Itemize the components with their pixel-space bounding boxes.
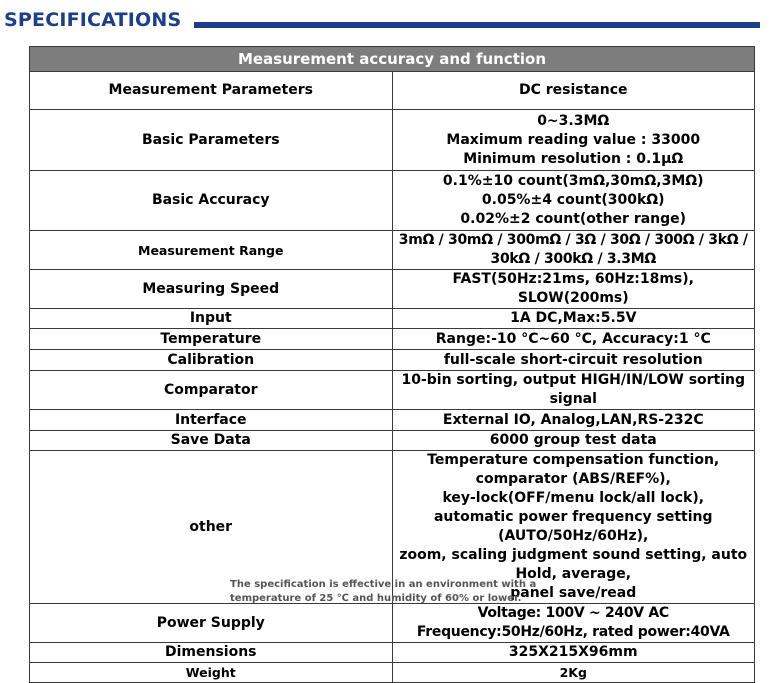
- specifications-heading: [4, 6, 760, 36]
- value-line: key-lock(OFF/menu lock/all lock),: [442, 490, 705, 506]
- row-value: [392, 171, 755, 231]
- value-line: 6000 group test data: [489, 432, 657, 448]
- row-label: Power Supply: [30, 604, 393, 643]
- table-header-row: [30, 47, 755, 72]
- row-value: [392, 72, 755, 110]
- footnote-line: temperature of 25 ℃ and humidity of 60% or lower.: [230, 593, 522, 604]
- row-value: [392, 431, 755, 451]
- row-label: Weight: [30, 663, 393, 683]
- footnote-line: The specification is effective in an environment with a: [230, 579, 537, 590]
- row-label: Dimensions: [30, 643, 393, 663]
- value-line: External IO, Analog,LAN,RS-232C: [442, 411, 704, 428]
- value-line: comparator (ABS/REF%),: [475, 471, 671, 487]
- row-label: Temperature: [30, 329, 393, 350]
- value-line: 1A DC,Max:5.5V: [510, 310, 637, 326]
- table-header: Measurement accuracy and function: [30, 47, 755, 72]
- table-row: [30, 72, 755, 110]
- row-label: Input: [30, 309, 393, 329]
- value-line: 0~3.3MΩ: [537, 112, 610, 129]
- table-row: [30, 643, 755, 663]
- value-line: Temperature compensation function,: [427, 452, 720, 468]
- value-line: Voltage: 100V ~ 240V AC Frequency:50Hz/60Hz, rated power:40VA: [416, 605, 730, 640]
- row-label: Measuring Speed: [30, 270, 393, 309]
- row-value: [392, 663, 755, 683]
- table-row: [30, 309, 755, 329]
- value-line: 10-bin sorting, output HIGH/IN/LOW sorting signal: [401, 372, 746, 407]
- footnote: [230, 578, 536, 606]
- row-value: [392, 643, 755, 663]
- table-row: [30, 171, 755, 231]
- row-value: [392, 110, 755, 171]
- value-line: 0.05%±4 count(300kΩ): [481, 192, 665, 208]
- row-label: other: [30, 451, 393, 604]
- value-line: 325X215X96mm: [508, 644, 638, 660]
- value-line: 3mΩ / 30mΩ / 300mΩ / 3Ω / 30Ω / 300Ω / 3kΩ / 30kΩ / 300kΩ / 3.3MΩ: [398, 232, 748, 267]
- table-row: [30, 604, 755, 643]
- row-label: Basic Parameters: [30, 110, 393, 171]
- table-row: [30, 371, 755, 410]
- table-row: [30, 231, 755, 270]
- row-label: Basic Accuracy: [30, 171, 393, 231]
- row-label: Calibration: [30, 350, 393, 371]
- row-label: Comparator: [30, 371, 393, 410]
- row-label: Measurement Parameters: [30, 72, 393, 110]
- value-line: DC resistance: [518, 82, 628, 98]
- page-title: SPECIFICATIONS: [4, 9, 182, 31]
- row-label: Measurement Range: [30, 231, 393, 270]
- table-row: [30, 663, 755, 683]
- value-line: full-scale short-circuit resolution: [443, 351, 703, 368]
- value-line: 2Kg: [559, 665, 587, 680]
- row-value: [392, 350, 755, 371]
- row-label: Save Data: [30, 431, 393, 451]
- value-line: Maximum reading value : 33000: [446, 131, 701, 148]
- row-value: [392, 231, 755, 270]
- value-line: Range:-10 °C~60 °C, Accuracy:1 °C: [435, 330, 711, 347]
- row-value: [392, 604, 755, 643]
- table-row: [30, 110, 755, 171]
- table-row: [30, 410, 755, 431]
- row-value: [392, 270, 755, 309]
- value-line: Minimum resolution : 0.1μΩ: [463, 150, 684, 167]
- table-row: [30, 431, 755, 451]
- table-row: [30, 270, 755, 309]
- row-value: [392, 371, 755, 410]
- heading-underline-bar: [194, 22, 760, 28]
- value-line: 0.02%±2 count(other range): [460, 211, 687, 227]
- value-line: panel save/read: [510, 585, 637, 601]
- table-row: [30, 350, 755, 371]
- value-line: zoom, scaling judgment sound setting, auto Hold, average,: [399, 547, 748, 582]
- row-label: Interface: [30, 410, 393, 431]
- row-value: [392, 410, 755, 431]
- table-row: [30, 329, 755, 350]
- row-value: [392, 329, 755, 350]
- value-line: automatic power frequency setting (AUTO/50Hz/60Hz),: [433, 509, 713, 544]
- value-line: FAST(50Hz:21ms, 60Hz:18ms), SLOW(200ms): [452, 271, 694, 306]
- row-value: [392, 309, 755, 329]
- value-line: 0.1%±10 count(3mΩ,30mΩ,3MΩ): [442, 173, 704, 189]
